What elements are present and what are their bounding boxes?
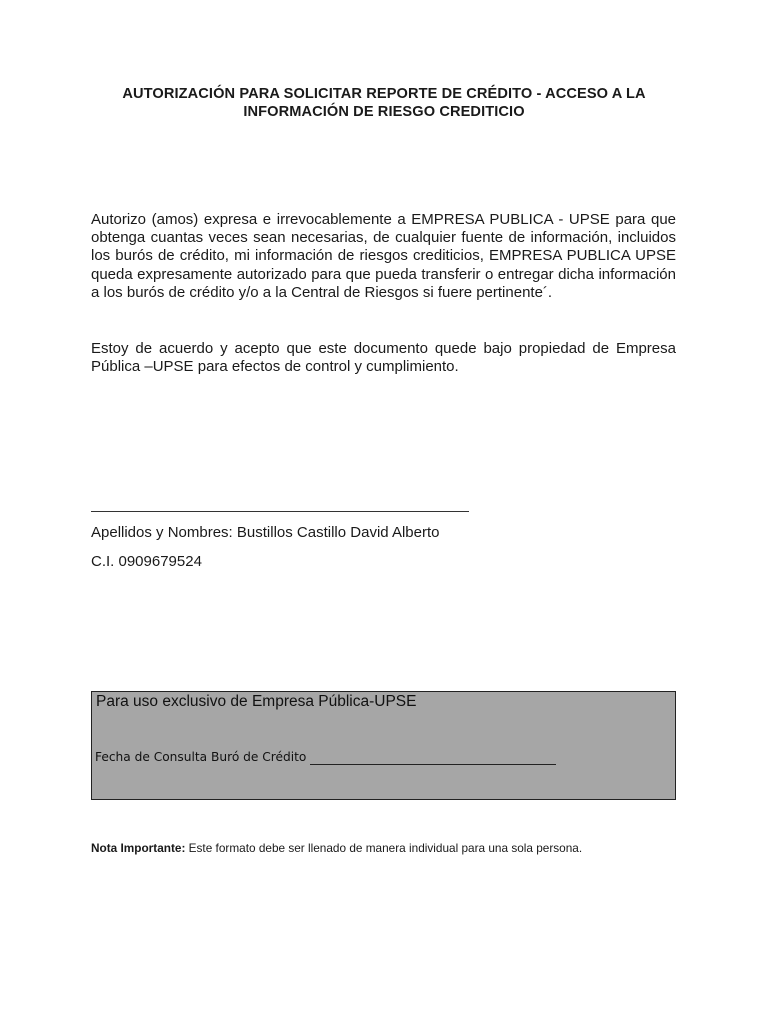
important-note	[91, 841, 582, 856]
title-line-2: INFORMACIÓN DE RIESGO CREDITICIO	[243, 104, 525, 120]
important-note-label: Nota Importante:	[91, 841, 186, 855]
authorization-paragraph: Autorizo (amos) expresa e irrevocablemente a EMPRESA PUBLICA - UPSE para que obtenga cuantas veces sean necesarias, de cualquier fuente de información, incluidos los burós de crédito, mi información de riesgos crediticios, EMPRESA PUBLICA UPSE queda expresamente autorizado para que pueda transferir o entregar dicha información a los burós de crédito y/o a la Central de Riesgos si fuere pertinente´.	[91, 211, 676, 301]
document-title	[92, 85, 676, 121]
consultation-date-field	[95, 749, 556, 765]
agreement-paragraph: Estoy de acuerdo y acepto que este documento quede bajo propiedad de Empresa Pública –UPSE para efectos de control y cumplimiento.	[91, 340, 676, 376]
signer-name: Apellidos y Nombres: Bustillos Castillo David Alberto	[91, 524, 440, 541]
signer-id: C.I. 0909679524	[91, 553, 202, 570]
office-use-box	[91, 691, 676, 800]
important-note-text: Este formato debe ser llenado de manera individual para una sola persona.	[185, 841, 583, 855]
title-line-1: AUTORIZACIÓN PARA SOLICITAR REPORTE DE CRÉDITO - ACCESO A LA	[122, 86, 646, 102]
signature-line	[91, 511, 469, 512]
office-use-title: Para uso exclusivo de Empresa Pública-UPSE	[96, 693, 417, 710]
consultation-date-blank[interactable]	[310, 751, 556, 765]
consultation-date-label: Fecha de Consulta Buró de Crédito	[95, 750, 307, 764]
